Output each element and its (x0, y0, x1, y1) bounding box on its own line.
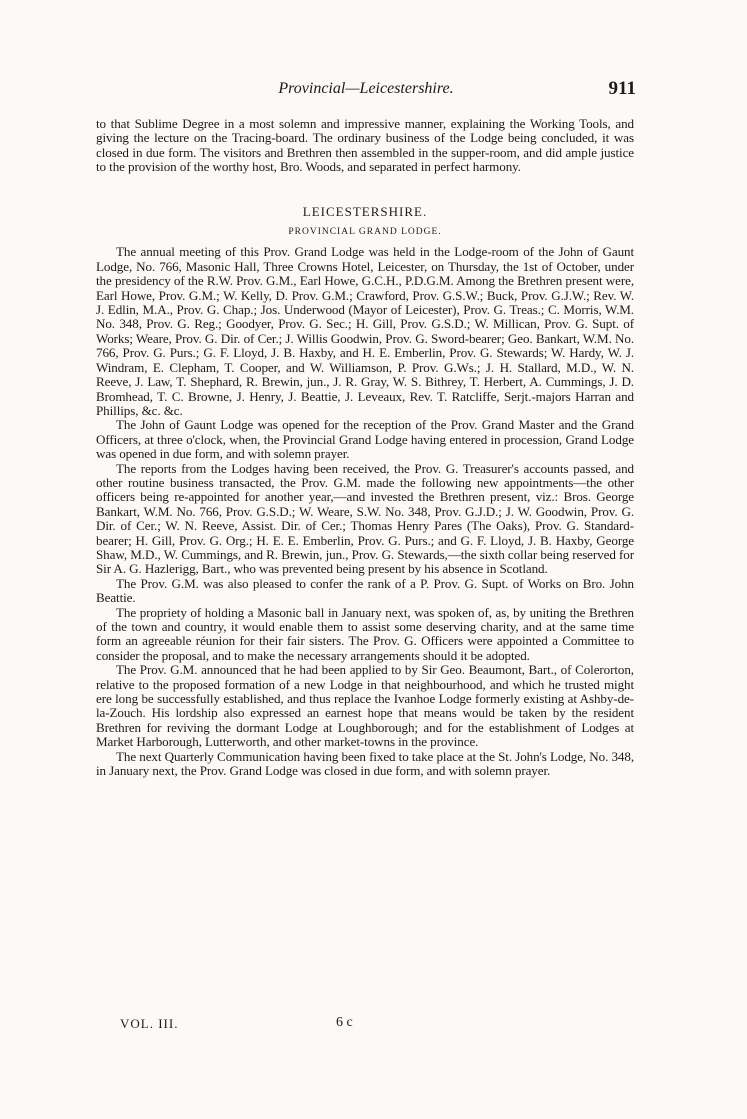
section-subheading: PROVINCIAL GRAND LODGE. (288, 227, 442, 238)
paragraph-closing: The next Quarterly Communication having been fixed to take place at the St. John's Lodge, No. 348, in January next, the Prov. Grand Lodge was closed in due form, and with solemn prayer. (96, 748, 634, 779)
volume-label: VOL. III. (120, 1016, 179, 1031)
page-number: 911 (608, 78, 636, 99)
running-title: Provincial—Leicestershire. (278, 80, 454, 97)
paragraph-annual-meeting: The annual meeting of this Prov. Grand Lodge was held in the Lodge-room of the John of Gaunt Lodge, No. 766, Masonic Hall, Three Crowns Hotel, Leicester, on Thursday, the 1st of October, under the presidency of the R.W. Prov. G.M., Earl Howe, G.C.H., P.D.G.M. Among the Brethren present were, Earl Howe, Prov. G.M.; W. Kelly, D. Prov. G.M.; Crawford, Prov. G.S.W.; Buck, Prov. G.J.W.; Rev. W. J. Edlin, M.A., Prov. G. Chap.; Jos. Underwood (Mayor of Leicester), Prov. G. Treas.; C. Morris, W.M. No. 348, Prov. G. Reg.; Goodyer, Prov. G. Sec.; H. Gill, Prov. G.S.D.; W. Millican, Prov. G. Supt. of Works; Weare, Prov. G. Dir. of Cer.; J. Willis Goodwin, Prov. G. Sword-bearer; Geo. Bankart, W.M. No. 766, Prov. G. Purs.; G. F. Lloyd, J. B. Haxby, and H. E. Emberlin, Prov. G. Stewards; W. Hardy, W. J. Windram, E. Clepham, T. Cooper, and W. Williamson, P. Prov. G.Ws.; J. H. Stallard, M.D., W. N. Reeve, J. Law, T. Shephard, R. Brewin, jun., J. R. Gray, W. S. Bithrey, T. Herbert, A. Cummings, J. D. Bromhead, T. C. Browne, J. Henry, J. Beattie, J. Leveaux, Rev. T. Ratcliffe, Serjt.-majors Harran and Phillips, &c. &c. (96, 244, 634, 418)
paragraph-masonic-ball: The propriety of holding a Masonic ball in January next, was spoken of, as, by uniting the Brethren of the town and country, it would enable them to assist some deserving charity, and at the same time form an agreeable réunion for their fair sisters. The Prov. G. Officers were appointed a Committee to consider the proposal, and to make the necessary arrangements should it be adopted. (96, 604, 634, 663)
paragraph-continuation: to that Sublime Degree in a most solemn and impressive manner, explaining the Working Tools, and giving the lecture on the Tracing-board. The ordinary business of the Lodge being concluded, it was closed in due form. The visitors and Brethren then assembled in the supper-room, and did ample justice to the provision of the worthy host, Bro. Woods, and separated in perfect harmony. (96, 116, 634, 175)
paragraph-appointments: The reports from the Lodges having been received, the Prov. G. Treasurer's accounts passed, and other routine business transacted, the Prov. G.M. made the following new appointments—the other officers being re-appointed for another year,—and invested the Brethren present, viz.: Bros. George Bankart, W.M. No. 766, Prov. G.S.D.; W. Weare, S.W. No. 348, Prov. G.J.D.; J. W. Goodwin, Prov. G. Dir. of Cer.; W. N. Reeve, Assist. Dir. of Cer.; Thomas Henry Pares (The Oaks), Prov. G. Standard-bearer; H. Gill, Prov. G. Org.; H. E. E. Emberlin, Prov. G. Purs.; and G. F. Lloyd, J. B. Haxby, George Shaw, M.D., W. Cummings, and R. Brewin, jun., Prov. G. Stewards,—the sixth collar being reserved for Sir A. G. Hazlerigg, Bart., who was prevented being present by his absence in Scotland. (96, 460, 634, 577)
paragraph-rank-conferred: The Prov. G.M. was also pleased to confer the rank of a P. Prov. G. Supt. of Works on Bro. John Beattie. (96, 575, 634, 606)
paragraph-new-lodge: The Prov. G.M. announced that he had been applied to by Sir Geo. Beaumont, Bart., of Colerorton, relative to the proposed formation of a new Lodge in that neighbourhood, and which he trusted might ere long be successfully established, and thus replace the Ivanhoe Lodge formerly existing at Ashby-de-la-Zouch. His lordship also expressed an earnest hope that means would be taken by the resident Brethren for reviving the dormant Lodge at Loughborough; and for the establishment of Lodges at Market Harborough, Lutterworth, and other market-towns in the province. (96, 662, 634, 750)
running-head (96, 78, 636, 100)
page-footer (120, 1016, 420, 1034)
signature-mark: 6 c (336, 1015, 353, 1030)
article-body (96, 117, 634, 778)
section-heading: LEICESTERSHIRE. (302, 203, 428, 219)
paragraph-lodge-opened: The John of Gaunt Lodge was opened for the reception of the Prov. Grand Master and the Grand Officers, at three o'clock, when, the Provincial Grand Lodge having entered in procession, Grand Lodge was opened in due form, and with solemn prayer. (96, 417, 634, 462)
